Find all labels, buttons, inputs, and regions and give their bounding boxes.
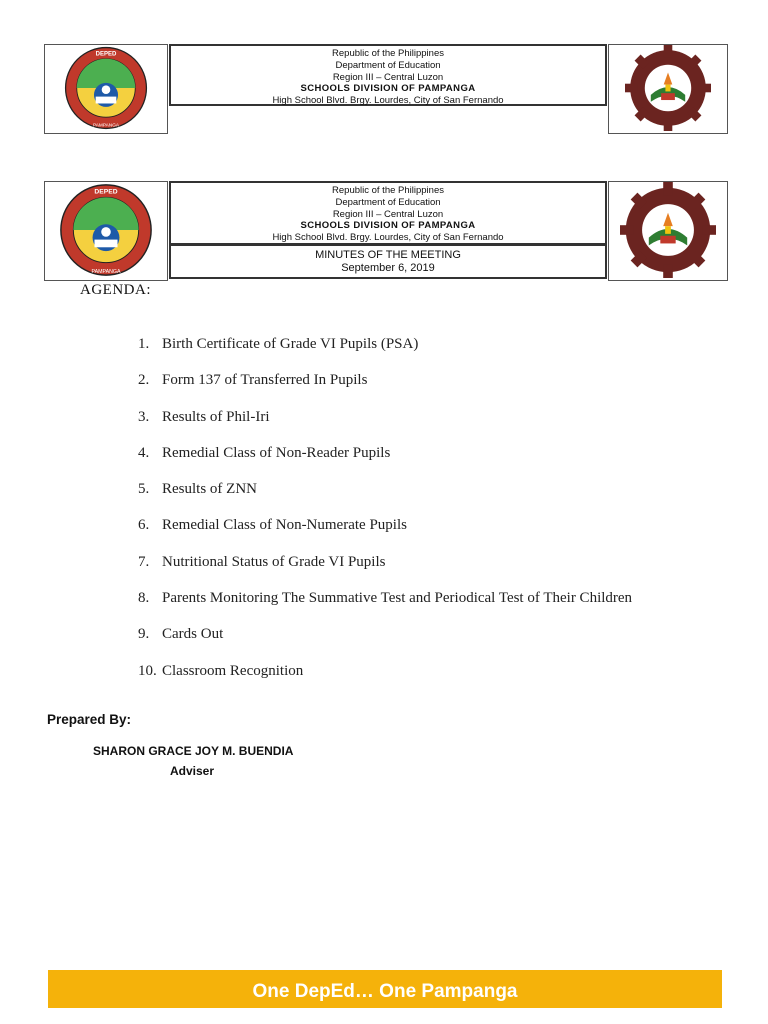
- letterhead-top: [44, 44, 615, 134]
- agenda-item-number: 4.: [138, 444, 150, 461]
- minutes-title: MINUTES OF THE MEETING: [315, 249, 461, 261]
- footer-banner: One DepEd… One Pampanga: [48, 970, 722, 1008]
- deped-seal-icon: [56, 182, 156, 278]
- svg-text:PAMPANGA: PAMPANGA: [92, 123, 120, 129]
- school-seal-frame-2: [608, 181, 728, 281]
- agenda-item-text: Results of Phil-Iri: [162, 408, 270, 425]
- school-seal-icon: [620, 45, 716, 131]
- agenda-item: [138, 336, 632, 372]
- agenda-item-text: Remedial Class of Non-Numerate Pupils: [162, 517, 407, 534]
- address-region: Region III – Central Luzon: [332, 208, 444, 220]
- agenda-item: [138, 517, 632, 553]
- agenda-item-number: 10.: [138, 662, 157, 679]
- agenda-item-text: Cards Out: [162, 626, 224, 643]
- agenda-item: [138, 590, 632, 626]
- agenda-item: [138, 663, 632, 699]
- address-division: SCHOOLS DIVISION OF PAMPANGA: [300, 83, 476, 95]
- address-division: SCHOOLS DIVISION OF PAMPANGA: [300, 220, 476, 232]
- agenda-item-text: Parents Monitoring The Summative Test and Periodical Test of Their Children: [162, 590, 633, 607]
- agenda-item-text: Results of ZNN: [162, 481, 257, 498]
- svg-text:DEPED: DEPED: [94, 188, 118, 196]
- agenda-item-text: Remedial Class of Non-Reader Pupils: [162, 444, 391, 461]
- letterhead-minutes: [44, 181, 615, 281]
- deped-seal-icon: [56, 45, 156, 131]
- deped-seal-frame: [44, 44, 168, 134]
- deped-seal-frame-2: [44, 181, 168, 281]
- school-seal-icon: [620, 182, 716, 278]
- agenda-item-number: 6.: [138, 517, 150, 534]
- agenda-item: [138, 626, 632, 662]
- address-block: [169, 44, 607, 106]
- svg-text:DEPED: DEPED: [95, 51, 117, 58]
- agenda-item-number: 8.: [138, 590, 150, 607]
- agenda-item-text: Form 137 of Transferred In Pupils: [162, 372, 368, 389]
- prepared-by-label: Prepared By:: [47, 712, 132, 727]
- address-street: High School Blvd. Brgy. Lourdes, City of San Fernando: [272, 95, 504, 107]
- agenda-item-text: Nutritional Status of Grade VI Pupils: [162, 553, 386, 570]
- agenda-item: [138, 409, 632, 445]
- agenda-item-number: 7.: [138, 553, 150, 570]
- agenda-item: [138, 372, 632, 408]
- agenda-title: AGENDA:: [80, 282, 151, 298]
- preparer-role: Adviser: [170, 764, 215, 778]
- agenda-item-number: 5.: [138, 481, 150, 498]
- address-department: Department of Education: [335, 196, 441, 208]
- agenda-item-number: 2.: [138, 372, 150, 389]
- address-republic: Republic of the Philippines: [332, 48, 444, 59]
- preparer-name: SHARON GRACE JOY M. BUENDIA: [93, 744, 294, 758]
- agenda-item-number: 1.: [138, 336, 150, 352]
- agenda-item-number: 3.: [138, 408, 150, 425]
- minutes-date: September 6, 2019: [341, 262, 435, 274]
- school-seal-frame: [608, 44, 728, 134]
- address-republic: Republic of the Philippines: [332, 185, 444, 196]
- agenda-item: [138, 481, 632, 517]
- address-department: Department of Education: [335, 59, 441, 71]
- minutes-title-box: [169, 245, 607, 279]
- agenda-item: [138, 445, 632, 481]
- address-street: High School Blvd. Brgy. Lourdes, City of San Fernando: [272, 232, 504, 244]
- svg-text:PAMPANGA: PAMPANGA: [91, 269, 121, 276]
- agenda-item-number: 9.: [138, 626, 150, 643]
- agenda-item-text: Birth Certificate of Grade VI Pupils (PSA): [162, 336, 419, 352]
- agenda-item: [138, 554, 632, 590]
- agenda-item-text: Classroom Recognition: [162, 662, 304, 679]
- address-region: Region III – Central Luzon: [332, 71, 444, 83]
- address-block-2: [169, 181, 607, 245]
- agenda-list: [138, 336, 632, 699]
